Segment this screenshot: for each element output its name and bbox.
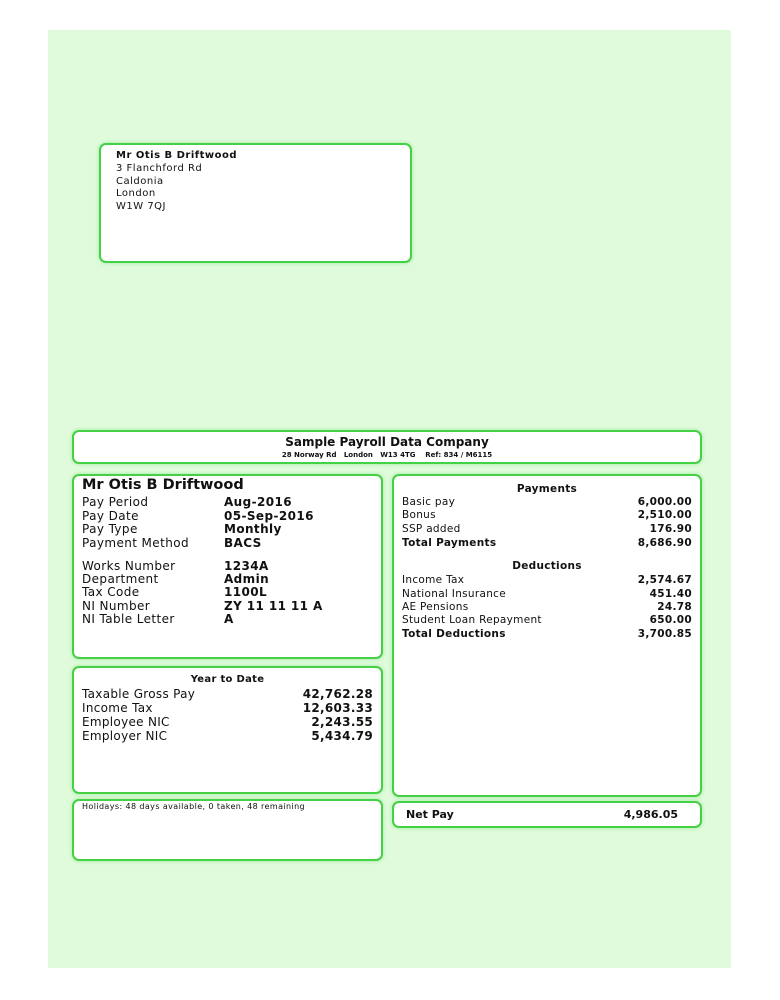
- deduction-row: [402, 601, 692, 613]
- ytd-row: [82, 729, 373, 743]
- total-label: Total Payments: [402, 537, 497, 549]
- payment-value: 2,510.00: [637, 509, 692, 521]
- deduction-value: 24.78: [657, 601, 692, 613]
- deduction-row: [402, 614, 692, 626]
- deduction-value: 2,574.67: [637, 574, 692, 586]
- total-deductions-row: [402, 628, 692, 640]
- detail-value: A: [224, 612, 234, 626]
- address-line: W1W 7QJ: [116, 201, 166, 212]
- ytd-row: [82, 687, 373, 701]
- address-line: Caldonia: [116, 176, 164, 187]
- total-label: Total Deductions: [402, 628, 506, 640]
- payment-value: 6,000.00: [637, 496, 692, 508]
- ytd-value: 2,243.55: [311, 715, 373, 729]
- detail-value: Monthly: [224, 522, 282, 536]
- holidays-text: Holidays: 48 days available, 0 taken, 48 remaining: [82, 802, 306, 811]
- net-pay-row: [406, 808, 678, 821]
- ytd-value: 12,603.33: [302, 701, 373, 715]
- detail-value: ZY 11 11 11 A: [224, 599, 323, 613]
- ytd-label: Income Tax: [82, 701, 153, 715]
- payment-row: [402, 496, 692, 508]
- detail-value: Aug-2016: [224, 495, 292, 509]
- total-payments-row: [402, 537, 692, 549]
- detail-row: [82, 586, 373, 600]
- detail-label: Pay Type: [82, 522, 138, 536]
- total-value: 3,700.85: [637, 628, 692, 640]
- holidays-box: [72, 799, 383, 861]
- payments-deductions: [392, 474, 702, 797]
- detail-label: Department: [82, 572, 159, 586]
- net-pay-box: [392, 801, 702, 828]
- net-pay-label: Net Pay: [406, 808, 454, 821]
- detail-label: Pay Period: [82, 495, 149, 509]
- address-box: [99, 143, 412, 263]
- detail-row: [82, 613, 373, 627]
- deduction-label: AE Pensions: [402, 601, 469, 613]
- ytd-value: 5,434.79: [311, 729, 373, 743]
- ytd-label: Employee NIC: [82, 715, 170, 729]
- detail-row: [82, 523, 373, 537]
- deduction-row: [402, 588, 692, 600]
- deduction-label: National Insurance: [402, 588, 507, 600]
- payment-row: [402, 523, 692, 535]
- detail-label: NI Number: [82, 599, 151, 613]
- year-to-date: [72, 666, 383, 794]
- payment-value: 176.90: [649, 523, 692, 535]
- company-name: Sample Payroll Data Company: [285, 435, 489, 449]
- detail-label: Payment Method: [82, 536, 189, 550]
- deduction-value: 650.00: [649, 614, 692, 626]
- address-line: 3 Flanchford Rd: [116, 163, 203, 174]
- employee-details: [72, 474, 383, 659]
- payments-title: Payments: [516, 483, 578, 495]
- payment-label: Basic pay: [402, 496, 456, 508]
- payment-label: Bonus: [402, 509, 436, 521]
- detail-value: 1100L: [224, 585, 268, 599]
- ytd-value: 42,762.28: [302, 687, 373, 701]
- detail-label: Works Number: [82, 559, 176, 573]
- ytd-label: Employer NIC: [82, 729, 168, 743]
- ytd-label: Taxable Gross Pay: [82, 687, 196, 701]
- detail-value: Admin: [224, 572, 270, 586]
- detail-value: 05-Sep-2016: [224, 509, 314, 523]
- payment-label: SSP added: [402, 523, 461, 535]
- deduction-label: Student Loan Repayment: [402, 614, 542, 626]
- total-value: 8,686.90: [637, 537, 692, 549]
- detail-label: Pay Date: [82, 509, 139, 523]
- company-address: 28 Norway Rd London W13 4TG Ref: 834 / M6115: [281, 451, 493, 459]
- detail-label: NI Table Letter: [82, 612, 175, 626]
- ytd-title: Year to Date: [190, 674, 265, 685]
- detail-label: Tax Code: [82, 585, 140, 599]
- company-header: [72, 430, 702, 464]
- employee-name: Mr Otis B Driftwood: [82, 477, 244, 493]
- net-pay-value: 4,986.05: [623, 808, 678, 821]
- deduction-value: 451.40: [649, 588, 692, 600]
- detail-row: [82, 496, 373, 510]
- deduction-label: Income Tax: [402, 574, 465, 586]
- deductions-title: Deductions: [512, 560, 582, 572]
- payment-row: [402, 509, 692, 521]
- deduction-row: [402, 574, 692, 586]
- address-name: Mr Otis B Driftwood: [116, 150, 238, 161]
- ytd-row: [82, 701, 373, 715]
- detail-value: 1234A: [224, 559, 269, 573]
- detail-value: BACS: [224, 536, 262, 550]
- address-line: London: [116, 188, 156, 199]
- ytd-row: [82, 715, 373, 729]
- detail-row: [82, 537, 373, 551]
